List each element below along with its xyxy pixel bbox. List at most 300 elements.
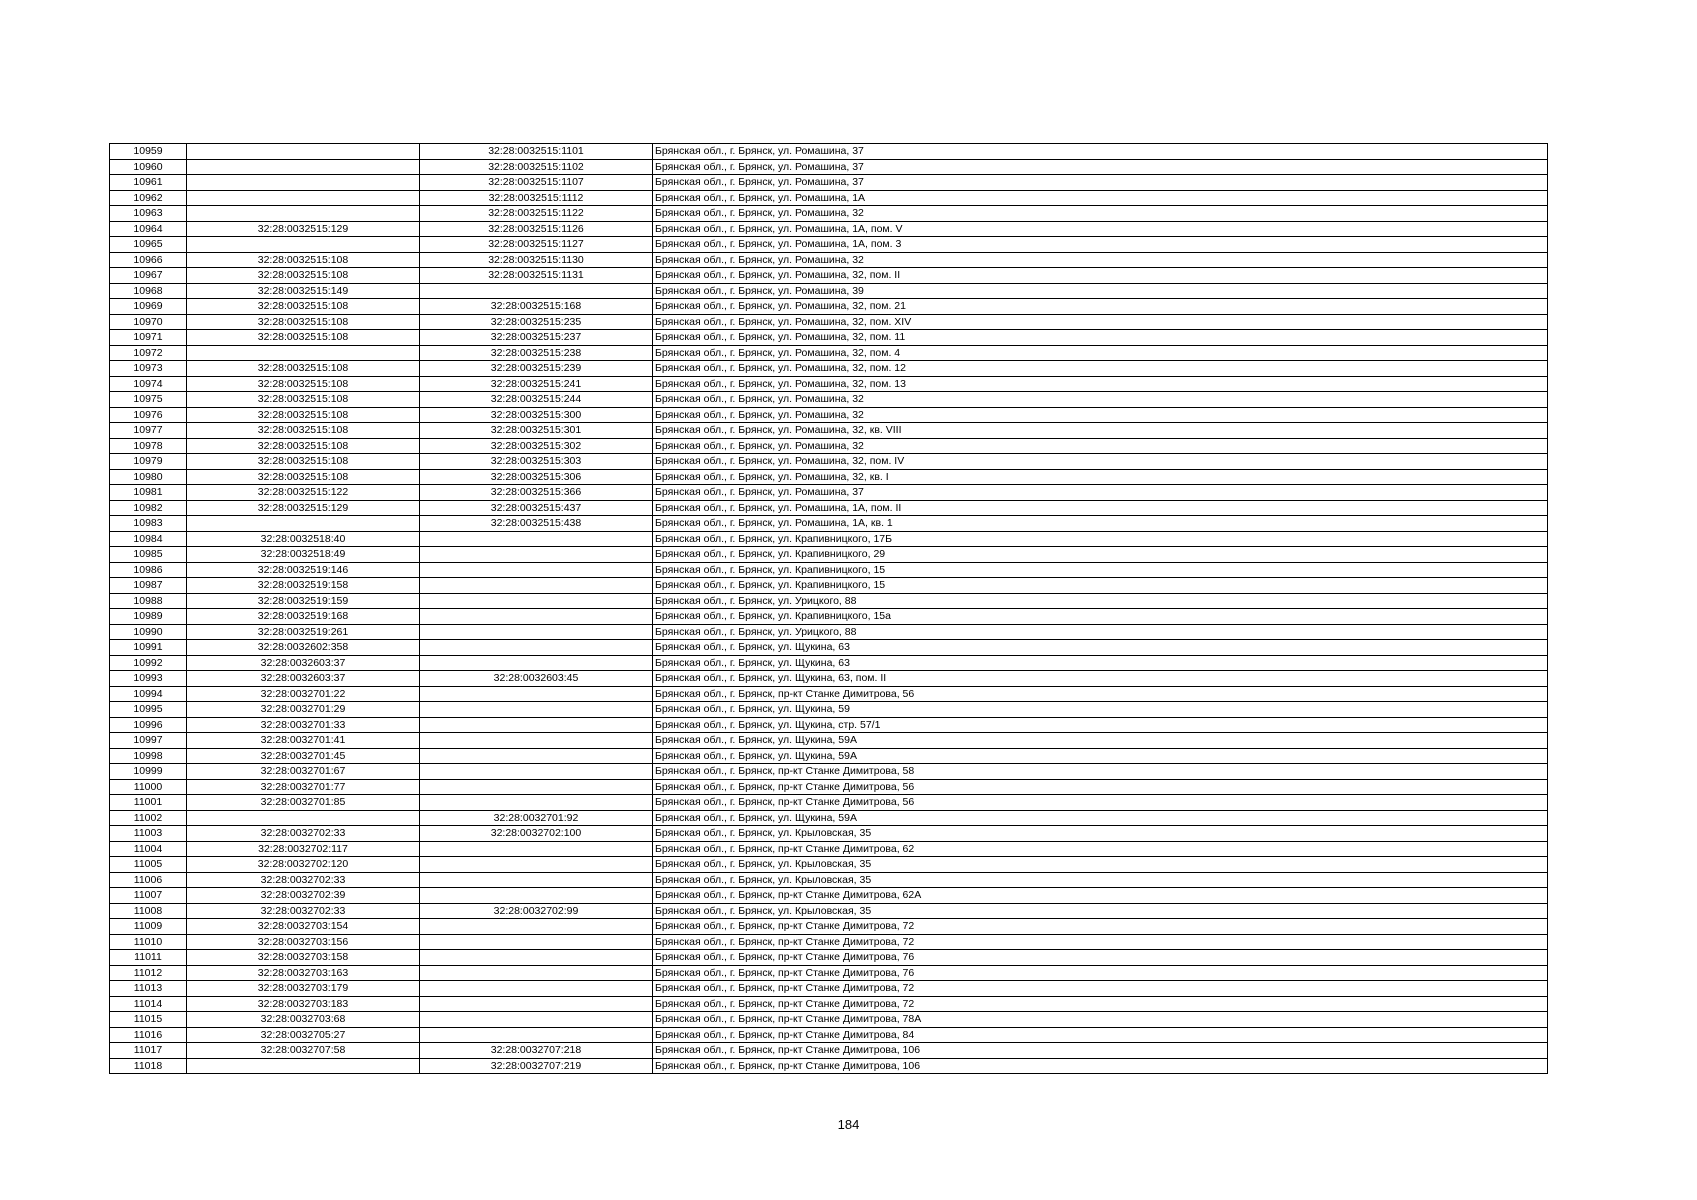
- address-cell: Брянская обл., г. Брянск, ул. Щукина, 59А: [653, 733, 1548, 749]
- row-number-cell: 10988: [110, 593, 187, 609]
- parent-cadastral-number-cell: 32:28:0032703:179: [187, 981, 420, 997]
- cadastral-number-cell: 32:28:0032515:239: [420, 361, 653, 377]
- address-cell: Брянская обл., г. Брянск, ул. Щукина, 59: [653, 702, 1548, 718]
- parent-cadastral-number-cell: 32:28:0032703:163: [187, 965, 420, 981]
- table-row: [110, 733, 1548, 749]
- cadastral-number-cell: [420, 283, 653, 299]
- address-cell: Брянская обл., г. Брянск, пр-кт Станке Димитрова, 56: [653, 779, 1548, 795]
- cadastral-number-cell: [420, 764, 653, 780]
- cadastral-number-cell: 32:28:0032702:99: [420, 903, 653, 919]
- parent-cadastral-number-cell: 32:28:0032701:29: [187, 702, 420, 718]
- row-number-cell: 10972: [110, 345, 187, 361]
- address-cell: Брянская обл., г. Брянск, ул. Ромашина, 32, кв. I: [653, 469, 1548, 485]
- table-row: [110, 547, 1548, 563]
- row-number-cell: 11005: [110, 857, 187, 873]
- address-cell: Брянская обл., г. Брянск, пр-кт Станке Димитрова, 72: [653, 919, 1548, 935]
- address-cell: Брянская обл., г. Брянск, пр-кт Станке Димитрова, 106: [653, 1058, 1548, 1074]
- cadastral-number-cell: [420, 686, 653, 702]
- parent-cadastral-number-cell: 32:28:0032515:108: [187, 330, 420, 346]
- address-cell: Брянская обл., г. Брянск, пр-кт Станке Димитрова, 84: [653, 1027, 1548, 1043]
- address-cell: Брянская обл., г. Брянск, пр-кт Станке Димитрова, 56: [653, 686, 1548, 702]
- cadastral-number-cell: 32:28:0032515:1101: [420, 144, 653, 160]
- table-row: [110, 671, 1548, 687]
- parent-cadastral-number-cell: 32:28:0032703:68: [187, 1012, 420, 1028]
- row-number-cell: 10973: [110, 361, 187, 377]
- table-row: [110, 1058, 1548, 1074]
- cadastral-number-cell: 32:28:0032515:168: [420, 299, 653, 315]
- address-cell: Брянская обл., г. Брянск, ул. Ромашина, 32, пом. IV: [653, 454, 1548, 470]
- table-row: [110, 516, 1548, 532]
- parent-cadastral-number-cell: 32:28:0032702:33: [187, 903, 420, 919]
- parent-cadastral-number-cell: 32:28:0032518:49: [187, 547, 420, 563]
- address-cell: Брянская обл., г. Брянск, ул. Ромашина, 1А, пом. 3: [653, 237, 1548, 253]
- table-body: [110, 144, 1548, 1074]
- table-row: [110, 578, 1548, 594]
- row-number-cell: 10998: [110, 748, 187, 764]
- parent-cadastral-number-cell: [187, 237, 420, 253]
- parent-cadastral-number-cell: 32:28:0032703:154: [187, 919, 420, 935]
- cadastral-number-cell: [420, 981, 653, 997]
- address-cell: Брянская обл., г. Брянск, пр-кт Станке Димитрова, 106: [653, 1043, 1548, 1059]
- table-row: [110, 1027, 1548, 1043]
- cadastral-number-cell: [420, 841, 653, 857]
- address-cell: Брянская обл., г. Брянск, ул. Ромашина, 32: [653, 407, 1548, 423]
- row-number-cell: 11004: [110, 841, 187, 857]
- parent-cadastral-number-cell: 32:28:0032519:158: [187, 578, 420, 594]
- cadastral-number-cell: [420, 578, 653, 594]
- row-number-cell: 10960: [110, 159, 187, 175]
- cadastral-number-cell: [420, 655, 653, 671]
- row-number-cell: 10985: [110, 547, 187, 563]
- table-row: [110, 655, 1548, 671]
- table-row: [110, 702, 1548, 718]
- parent-cadastral-number-cell: [187, 1058, 420, 1074]
- cadastral-number-cell: [420, 624, 653, 640]
- parent-cadastral-number-cell: 32:28:0032703:158: [187, 950, 420, 966]
- table-row: [110, 144, 1548, 160]
- cadastral-number-cell: 32:28:0032707:219: [420, 1058, 653, 1074]
- row-number-cell: 11015: [110, 1012, 187, 1028]
- row-number-cell: 11002: [110, 810, 187, 826]
- row-number-cell: 10992: [110, 655, 187, 671]
- parent-cadastral-number-cell: 32:28:0032515:108: [187, 454, 420, 470]
- address-cell: Брянская обл., г. Брянск, ул. Ромашина, 32, кв. VIII: [653, 423, 1548, 439]
- cadastral-number-cell: 32:28:0032515:301: [420, 423, 653, 439]
- row-number-cell: 11014: [110, 996, 187, 1012]
- address-cell: Брянская обл., г. Брянск, ул. Крапивницкого, 29: [653, 547, 1548, 563]
- row-number-cell: 10961: [110, 175, 187, 191]
- address-cell: Брянская обл., г. Брянск, ул. Крапивницкого, 15: [653, 578, 1548, 594]
- row-number-cell: 10964: [110, 221, 187, 237]
- parent-cadastral-number-cell: [187, 144, 420, 160]
- cadastral-number-cell: 32:28:0032603:45: [420, 671, 653, 687]
- address-cell: Брянская обл., г. Брянск, ул. Ромашина, 32, пом. 11: [653, 330, 1548, 346]
- address-cell: Брянская обл., г. Брянск, ул. Ромашина, 32, пом. 13: [653, 376, 1548, 392]
- table-row: [110, 609, 1548, 625]
- row-number-cell: 10967: [110, 268, 187, 284]
- row-number-cell: 10968: [110, 283, 187, 299]
- row-number-cell: 10978: [110, 438, 187, 454]
- cadastral-number-cell: 32:28:0032515:366: [420, 485, 653, 501]
- cadastral-number-cell: [420, 531, 653, 547]
- cadastral-number-cell: [420, 950, 653, 966]
- parent-cadastral-number-cell: 32:28:0032515:122: [187, 485, 420, 501]
- address-cell: Брянская обл., г. Брянск, ул. Ромашина, 32, пом. 12: [653, 361, 1548, 377]
- parent-cadastral-number-cell: 32:28:0032603:37: [187, 655, 420, 671]
- parent-cadastral-number-cell: 32:28:0032515:108: [187, 407, 420, 423]
- table-row: [110, 392, 1548, 408]
- table-row: [110, 531, 1548, 547]
- cadastral-number-cell: 32:28:0032701:92: [420, 810, 653, 826]
- table-row: [110, 593, 1548, 609]
- table-row: [110, 640, 1548, 656]
- parent-cadastral-number-cell: 32:28:0032603:37: [187, 671, 420, 687]
- address-cell: Брянская обл., г. Брянск, ул. Крыловская, 35: [653, 826, 1548, 842]
- table-row: [110, 826, 1548, 842]
- table-row: [110, 268, 1548, 284]
- address-cell: Брянская обл., г. Брянск, ул. Ромашина, 32, пом. 4: [653, 345, 1548, 361]
- table-row: [110, 190, 1548, 206]
- table-row: [110, 888, 1548, 904]
- parent-cadastral-number-cell: 32:28:0032602:358: [187, 640, 420, 656]
- parent-cadastral-number-cell: [187, 516, 420, 532]
- parent-cadastral-number-cell: 32:28:0032701:85: [187, 795, 420, 811]
- cadastral-number-cell: 32:28:0032515:1122: [420, 206, 653, 222]
- row-number-cell: 10987: [110, 578, 187, 594]
- parent-cadastral-number-cell: 32:28:0032515:108: [187, 423, 420, 439]
- cadastral-number-cell: 32:28:0032702:100: [420, 826, 653, 842]
- cadastral-number-cell: 32:28:0032515:235: [420, 314, 653, 330]
- table-row: [110, 764, 1548, 780]
- parent-cadastral-number-cell: 32:28:0032519:159: [187, 593, 420, 609]
- table-row: [110, 330, 1548, 346]
- row-number-cell: 10979: [110, 454, 187, 470]
- address-cell: Брянская обл., г. Брянск, ул. Щукина, 63, пом. II: [653, 671, 1548, 687]
- row-number-cell: 10970: [110, 314, 187, 330]
- parent-cadastral-number-cell: 32:28:0032707:58: [187, 1043, 420, 1059]
- row-number-cell: 10965: [110, 237, 187, 253]
- address-cell: Брянская обл., г. Брянск, пр-кт Станке Димитрова, 62: [653, 841, 1548, 857]
- row-number-cell: 10997: [110, 733, 187, 749]
- table-row: [110, 841, 1548, 857]
- address-cell: Брянская обл., г. Брянск, ул. Ромашина, 1А: [653, 190, 1548, 206]
- cadastral-number-cell: [420, 795, 653, 811]
- address-cell: Брянская обл., г. Брянск, ул. Ромашина, 37: [653, 175, 1548, 191]
- row-number-cell: 11011: [110, 950, 187, 966]
- parent-cadastral-number-cell: [187, 175, 420, 191]
- row-number-cell: 11012: [110, 965, 187, 981]
- address-cell: Брянская обл., г. Брянск, ул. Ромашина, 1А, пом. V: [653, 221, 1548, 237]
- row-number-cell: 10975: [110, 392, 187, 408]
- address-cell: Брянская обл., г. Брянск, ул. Ромашина, 32, пом. XIV: [653, 314, 1548, 330]
- table-row: [110, 950, 1548, 966]
- address-cell: Брянская обл., г. Брянск, ул. Ромашина, 37: [653, 485, 1548, 501]
- parent-cadastral-number-cell: 32:28:0032701:77: [187, 779, 420, 795]
- address-cell: Брянская обл., г. Брянск, ул. Крыловская, 35: [653, 903, 1548, 919]
- row-number-cell: 10996: [110, 717, 187, 733]
- address-cell: Брянская обл., г. Брянск, пр-кт Станке Димитрова, 72: [653, 981, 1548, 997]
- parent-cadastral-number-cell: 32:28:0032515:108: [187, 392, 420, 408]
- table-row: [110, 903, 1548, 919]
- row-number-cell: 10963: [110, 206, 187, 222]
- row-number-cell: 10994: [110, 686, 187, 702]
- address-cell: Брянская обл., г. Брянск, ул. Ромашина, 32: [653, 438, 1548, 454]
- address-cell: Брянская обл., г. Брянск, ул. Щукина, 59А: [653, 748, 1548, 764]
- row-number-cell: 11009: [110, 919, 187, 935]
- cadastral-number-cell: 32:28:0032515:1130: [420, 252, 653, 268]
- address-cell: Брянская обл., г. Брянск, ул. Урицкого, 88: [653, 624, 1548, 640]
- cadastral-number-cell: 32:28:0032515:244: [420, 392, 653, 408]
- row-number-cell: 10962: [110, 190, 187, 206]
- cadastral-number-cell: [420, 733, 653, 749]
- cadastral-number-cell: 32:28:0032515:302: [420, 438, 653, 454]
- cadastral-number-cell: [420, 748, 653, 764]
- table-row: [110, 919, 1548, 935]
- address-cell: Брянская обл., г. Брянск, ул. Ромашина, 32, пом. II: [653, 268, 1548, 284]
- row-number-cell: 11010: [110, 934, 187, 950]
- cadastral-number-cell: [420, 779, 653, 795]
- row-number-cell: 10989: [110, 609, 187, 625]
- parent-cadastral-number-cell: 32:28:0032702:33: [187, 872, 420, 888]
- cadastral-number-cell: 32:28:0032707:218: [420, 1043, 653, 1059]
- parent-cadastral-number-cell: 32:28:0032519:168: [187, 609, 420, 625]
- table-row: [110, 237, 1548, 253]
- table-row: [110, 423, 1548, 439]
- address-cell: Брянская обл., г. Брянск, пр-кт Станке Димитрова, 56: [653, 795, 1548, 811]
- row-number-cell: 11008: [110, 903, 187, 919]
- parent-cadastral-number-cell: [187, 206, 420, 222]
- parent-cadastral-number-cell: 32:28:0032701:33: [187, 717, 420, 733]
- parent-cadastral-number-cell: 32:28:0032705:27: [187, 1027, 420, 1043]
- parent-cadastral-number-cell: 32:28:0032701:41: [187, 733, 420, 749]
- parent-cadastral-number-cell: 32:28:0032701:45: [187, 748, 420, 764]
- table-row: [110, 965, 1548, 981]
- address-cell: Брянская обл., г. Брянск, ул. Ромашина, 1А, пом. II: [653, 500, 1548, 516]
- row-number-cell: 10966: [110, 252, 187, 268]
- address-cell: Брянская обл., г. Брянск, ул. Ромашина, 32: [653, 392, 1548, 408]
- parent-cadastral-number-cell: 32:28:0032515:108: [187, 314, 420, 330]
- address-cell: Брянская обл., г. Брянск, ул. Крапивницкого, 15: [653, 562, 1548, 578]
- cadastral-number-cell: [420, 609, 653, 625]
- cadastral-number-cell: [420, 547, 653, 563]
- table-row: [110, 562, 1548, 578]
- parent-cadastral-number-cell: 32:28:0032702:39: [187, 888, 420, 904]
- parent-cadastral-number-cell: 32:28:0032515:129: [187, 221, 420, 237]
- row-number-cell: 10982: [110, 500, 187, 516]
- cadastral-number-cell: 32:28:0032515:1131: [420, 268, 653, 284]
- table-row: [110, 624, 1548, 640]
- table-row: [110, 361, 1548, 377]
- parent-cadastral-number-cell: 32:28:0032702:33: [187, 826, 420, 842]
- cadastral-number-cell: 32:28:0032515:300: [420, 407, 653, 423]
- table-row: [110, 345, 1548, 361]
- address-cell: Брянская обл., г. Брянск, пр-кт Станке Димитрова, 72: [653, 934, 1548, 950]
- parent-cadastral-number-cell: [187, 810, 420, 826]
- row-number-cell: 10993: [110, 671, 187, 687]
- address-cell: Брянская обл., г. Брянск, ул. Крыловская, 35: [653, 857, 1548, 873]
- address-cell: Брянская обл., г. Брянск, ул. Крапивницкого, 17Б: [653, 531, 1548, 547]
- address-cell: Брянская обл., г. Брянск, пр-кт Станке Димитрова, 72: [653, 996, 1548, 1012]
- table-row: [110, 981, 1548, 997]
- parent-cadastral-number-cell: 32:28:0032515:108: [187, 252, 420, 268]
- cadastral-number-cell: [420, 934, 653, 950]
- address-cell: Брянская обл., г. Брянск, пр-кт Станке Димитрова, 78А: [653, 1012, 1548, 1028]
- row-number-cell: 11001: [110, 795, 187, 811]
- table-row: [110, 454, 1548, 470]
- table-row: [110, 469, 1548, 485]
- table-row: [110, 485, 1548, 501]
- cadastral-number-cell: [420, 888, 653, 904]
- parent-cadastral-number-cell: 32:28:0032515:129: [187, 500, 420, 516]
- cadastral-number-cell: [420, 996, 653, 1012]
- row-number-cell: 10981: [110, 485, 187, 501]
- table-row: [110, 376, 1548, 392]
- cadastral-number-cell: 32:28:0032515:1107: [420, 175, 653, 191]
- table-row: [110, 407, 1548, 423]
- parent-cadastral-number-cell: 32:28:0032515:108: [187, 268, 420, 284]
- parent-cadastral-number-cell: 32:28:0032701:22: [187, 686, 420, 702]
- parent-cadastral-number-cell: 32:28:0032515:108: [187, 376, 420, 392]
- parent-cadastral-number-cell: 32:28:0032702:117: [187, 841, 420, 857]
- cadastral-number-cell: [420, 702, 653, 718]
- parent-cadastral-number-cell: [187, 190, 420, 206]
- row-number-cell: 10986: [110, 562, 187, 578]
- table-row: [110, 857, 1548, 873]
- table-row: [110, 686, 1548, 702]
- address-cell: Брянская обл., г. Брянск, ул. Щукина, 63: [653, 640, 1548, 656]
- cadastral-number-cell: [420, 640, 653, 656]
- parent-cadastral-number-cell: 32:28:0032515:108: [187, 299, 420, 315]
- row-number-cell: 11007: [110, 888, 187, 904]
- cadastral-number-cell: [420, 919, 653, 935]
- cadastral-number-cell: [420, 965, 653, 981]
- table-row: [110, 175, 1548, 191]
- address-cell: Брянская обл., г. Брянск, ул. Урицкого, 88: [653, 593, 1548, 609]
- address-cell: Брянская обл., г. Брянск, пр-кт Станке Димитрова, 76: [653, 950, 1548, 966]
- cadastral-table: [109, 143, 1548, 1074]
- cadastral-number-cell: 32:28:0032515:306: [420, 469, 653, 485]
- cadastral-number-cell: 32:28:0032515:1112: [420, 190, 653, 206]
- address-cell: Брянская обл., г. Брянск, ул. Ромашина, 37: [653, 144, 1548, 160]
- address-cell: Брянская обл., г. Брянск, ул. Ромашина, 32, пом. 21: [653, 299, 1548, 315]
- parent-cadastral-number-cell: 32:28:0032515:108: [187, 469, 420, 485]
- cadastral-number-cell: 32:28:0032515:438: [420, 516, 653, 532]
- cadastral-number-cell: 32:28:0032515:238: [420, 345, 653, 361]
- address-cell: Брянская обл., г. Брянск, пр-кт Станке Димитрова, 62А: [653, 888, 1548, 904]
- table-row: [110, 500, 1548, 516]
- address-cell: Брянская обл., г. Брянск, ул. Ромашина, 32: [653, 252, 1548, 268]
- table-row: [110, 159, 1548, 175]
- row-number-cell: 10969: [110, 299, 187, 315]
- row-number-cell: 10991: [110, 640, 187, 656]
- parent-cadastral-number-cell: 32:28:0032518:40: [187, 531, 420, 547]
- row-number-cell: 10976: [110, 407, 187, 423]
- row-number-cell: 10995: [110, 702, 187, 718]
- address-cell: Брянская обл., г. Брянск, ул. Ромашина, 32: [653, 206, 1548, 222]
- row-number-cell: 10999: [110, 764, 187, 780]
- cadastral-number-cell: [420, 1027, 653, 1043]
- table-row: [110, 872, 1548, 888]
- parent-cadastral-number-cell: [187, 159, 420, 175]
- table-row: [110, 252, 1548, 268]
- table-row: [110, 996, 1548, 1012]
- table-row: [110, 779, 1548, 795]
- cadastral-number-cell: 32:28:0032515:241: [420, 376, 653, 392]
- row-number-cell: 11018: [110, 1058, 187, 1074]
- address-cell: Брянская обл., г. Брянск, ул. Ромашина, 39: [653, 283, 1548, 299]
- cadastral-number-cell: [420, 1012, 653, 1028]
- row-number-cell: 11013: [110, 981, 187, 997]
- address-cell: Брянская обл., г. Брянск, пр-кт Станке Димитрова, 58: [653, 764, 1548, 780]
- cadastral-number-cell: 32:28:0032515:1126: [420, 221, 653, 237]
- address-cell: Брянская обл., г. Брянск, ул. Щукина, стр. 57/1: [653, 717, 1548, 733]
- parent-cadastral-number-cell: 32:28:0032703:156: [187, 934, 420, 950]
- address-cell: Брянская обл., г. Брянск, ул. Щукина, 63: [653, 655, 1548, 671]
- row-number-cell: 10977: [110, 423, 187, 439]
- cadastral-number-cell: [420, 562, 653, 578]
- cadastral-number-cell: 32:28:0032515:303: [420, 454, 653, 470]
- table-row: [110, 221, 1548, 237]
- cadastral-number-cell: [420, 872, 653, 888]
- parent-cadastral-number-cell: 32:28:0032701:67: [187, 764, 420, 780]
- row-number-cell: 10971: [110, 330, 187, 346]
- row-number-cell: 10959: [110, 144, 187, 160]
- table-row: [110, 314, 1548, 330]
- parent-cadastral-number-cell: 32:28:0032515:149: [187, 283, 420, 299]
- cadastral-number-cell: [420, 717, 653, 733]
- cadastral-number-cell: 32:28:0032515:237: [420, 330, 653, 346]
- table-row: [110, 283, 1548, 299]
- row-number-cell: 10983: [110, 516, 187, 532]
- parent-cadastral-number-cell: 32:28:0032515:108: [187, 438, 420, 454]
- row-number-cell: 10984: [110, 531, 187, 547]
- address-cell: Брянская обл., г. Брянск, пр-кт Станке Димитрова, 76: [653, 965, 1548, 981]
- table-row: [110, 1012, 1548, 1028]
- parent-cadastral-number-cell: 32:28:0032519:146: [187, 562, 420, 578]
- address-cell: Брянская обл., г. Брянск, ул. Крапивницкого, 15а: [653, 609, 1548, 625]
- row-number-cell: 11016: [110, 1027, 187, 1043]
- table-row: [110, 206, 1548, 222]
- cadastral-number-cell: 32:28:0032515:1127: [420, 237, 653, 253]
- parent-cadastral-number-cell: 32:28:0032702:120: [187, 857, 420, 873]
- table-row: [110, 299, 1548, 315]
- row-number-cell: 10980: [110, 469, 187, 485]
- table-row: [110, 795, 1548, 811]
- table-row: [110, 810, 1548, 826]
- page-number: 184: [837, 1117, 860, 1132]
- address-cell: Брянская обл., г. Брянск, ул. Ромашина, 1А, кв. 1: [653, 516, 1548, 532]
- cadastral-number-cell: [420, 593, 653, 609]
- address-cell: Брянская обл., г. Брянск, ул. Ромашина, 37: [653, 159, 1548, 175]
- row-number-cell: 10990: [110, 624, 187, 640]
- parent-cadastral-number-cell: [187, 345, 420, 361]
- table-row: [110, 1043, 1548, 1059]
- cadastral-number-cell: 32:28:0032515:437: [420, 500, 653, 516]
- row-number-cell: 11006: [110, 872, 187, 888]
- parent-cadastral-number-cell: 32:28:0032703:183: [187, 996, 420, 1012]
- address-cell: Брянская обл., г. Брянск, ул. Крыловская, 35: [653, 872, 1548, 888]
- parent-cadastral-number-cell: 32:28:0032519:261: [187, 624, 420, 640]
- row-number-cell: 11017: [110, 1043, 187, 1059]
- address-cell: Брянская обл., г. Брянск, ул. Щукина, 59А: [653, 810, 1548, 826]
- cadastral-number-cell: [420, 857, 653, 873]
- row-number-cell: 10974: [110, 376, 187, 392]
- table-row: [110, 717, 1548, 733]
- table-row: [110, 438, 1548, 454]
- row-number-cell: 11003: [110, 826, 187, 842]
- parent-cadastral-number-cell: 32:28:0032515:108: [187, 361, 420, 377]
- table-row: [110, 934, 1548, 950]
